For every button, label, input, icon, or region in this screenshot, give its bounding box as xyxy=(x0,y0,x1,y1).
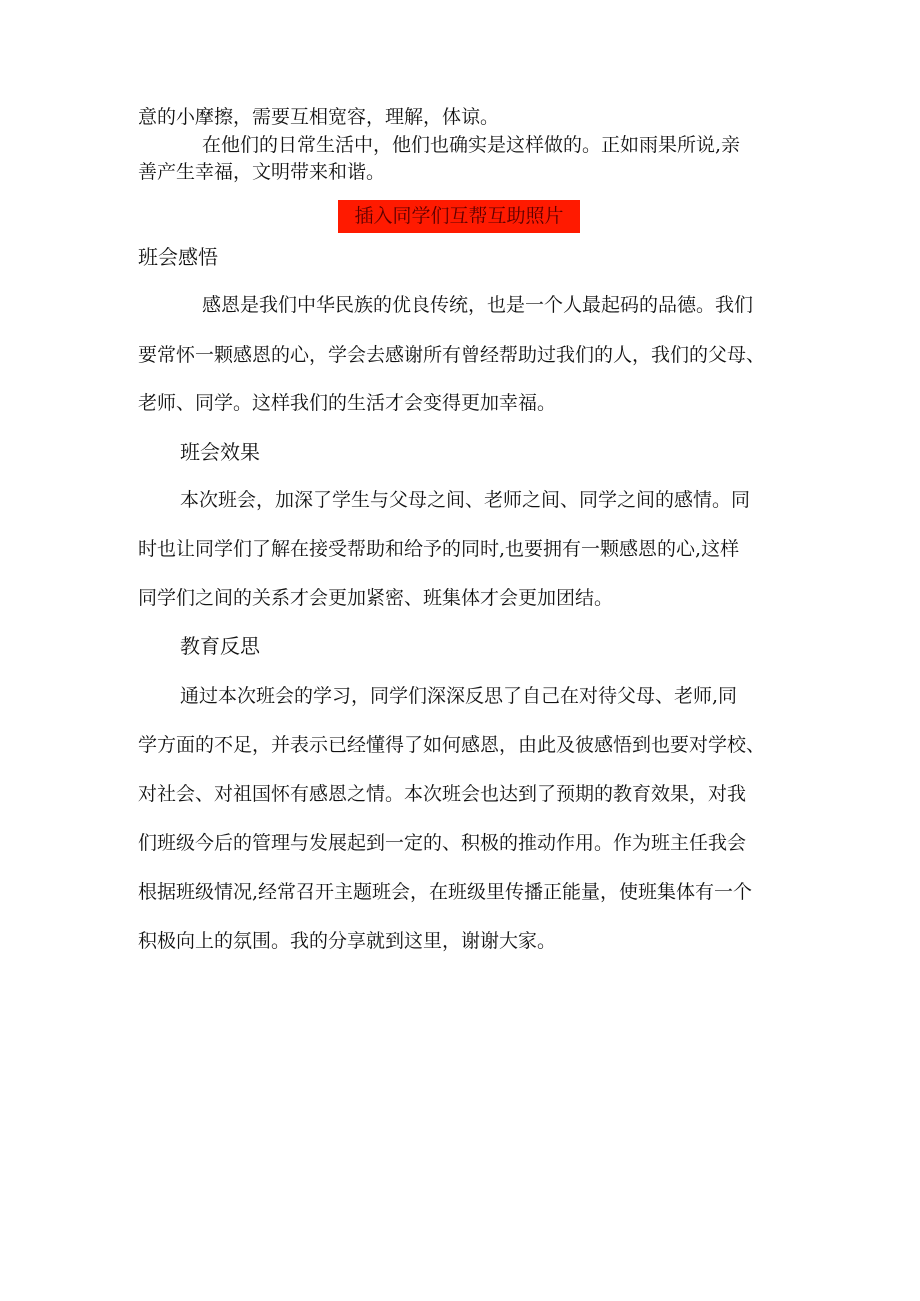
section-heading-fansi: 教育反思 xyxy=(180,634,260,658)
intro-line-1: 意的小摩擦，需要互相宽容，理解，体谅。 xyxy=(138,106,500,128)
ganwu-line-2: 要常怀一颗感恩的心，学会去感谢所有曾经帮助过我们的人，我们的父母、 xyxy=(138,344,766,366)
xiaoguo-line-1: 本次班会，加深了学生与父母之间、老师之间、同学之间的感情。同 xyxy=(180,489,751,511)
section-heading-ganwu: 班会感悟 xyxy=(138,245,218,269)
fansi-line-5: 根据班级情况,经常召开主题班会，在班级里传播正能量，使班集体有一个 xyxy=(138,881,753,903)
fansi-line-2: 学方面的不足，并表示已经懂得了如何感恩，由此及彼感悟到也要对学校、 xyxy=(138,734,766,756)
ganwu-line-1: 感恩是我们中华民族的优良传统，也是一个人最起码的品德。我们 xyxy=(202,294,754,316)
xiaoguo-line-2: 时也让同学们了解在接受帮助和给予的同时,也要拥有一颗感恩的心,这样 xyxy=(138,538,740,560)
intro-line-2: 在他们的日常生活中，他们也确实是这样做的。正如雨果所说,亲 xyxy=(202,134,741,156)
intro-line-3: 善产生幸福，文明带来和谐。 xyxy=(138,161,386,183)
fansi-line-6: 积极向上的氛围。我的分享就到这里，谢谢大家。 xyxy=(138,930,557,952)
photo-placeholder: 插入同学们互帮互助照片 xyxy=(338,200,580,233)
fansi-line-1: 通过本次班会的学习，同学们深深反思了自己在对待父母、老师,同 xyxy=(180,685,738,707)
ganwu-line-3: 老师、同学。这样我们的生活才会变得更加幸福。 xyxy=(138,392,557,414)
xiaoguo-line-3: 同学们之间的关系才会更加紧密、班集体才会更加团结。 xyxy=(138,587,614,609)
section-heading-xiaoguo: 班会效果 xyxy=(180,440,260,464)
fansi-line-4: 们班级今后的管理与发展起到一定的、积极的推动作用。作为班主任我会 xyxy=(138,832,747,854)
fansi-line-3: 对社会、对祖国怀有感恩之情。本次班会也达到了预期的教育效果，对我 xyxy=(138,783,747,805)
